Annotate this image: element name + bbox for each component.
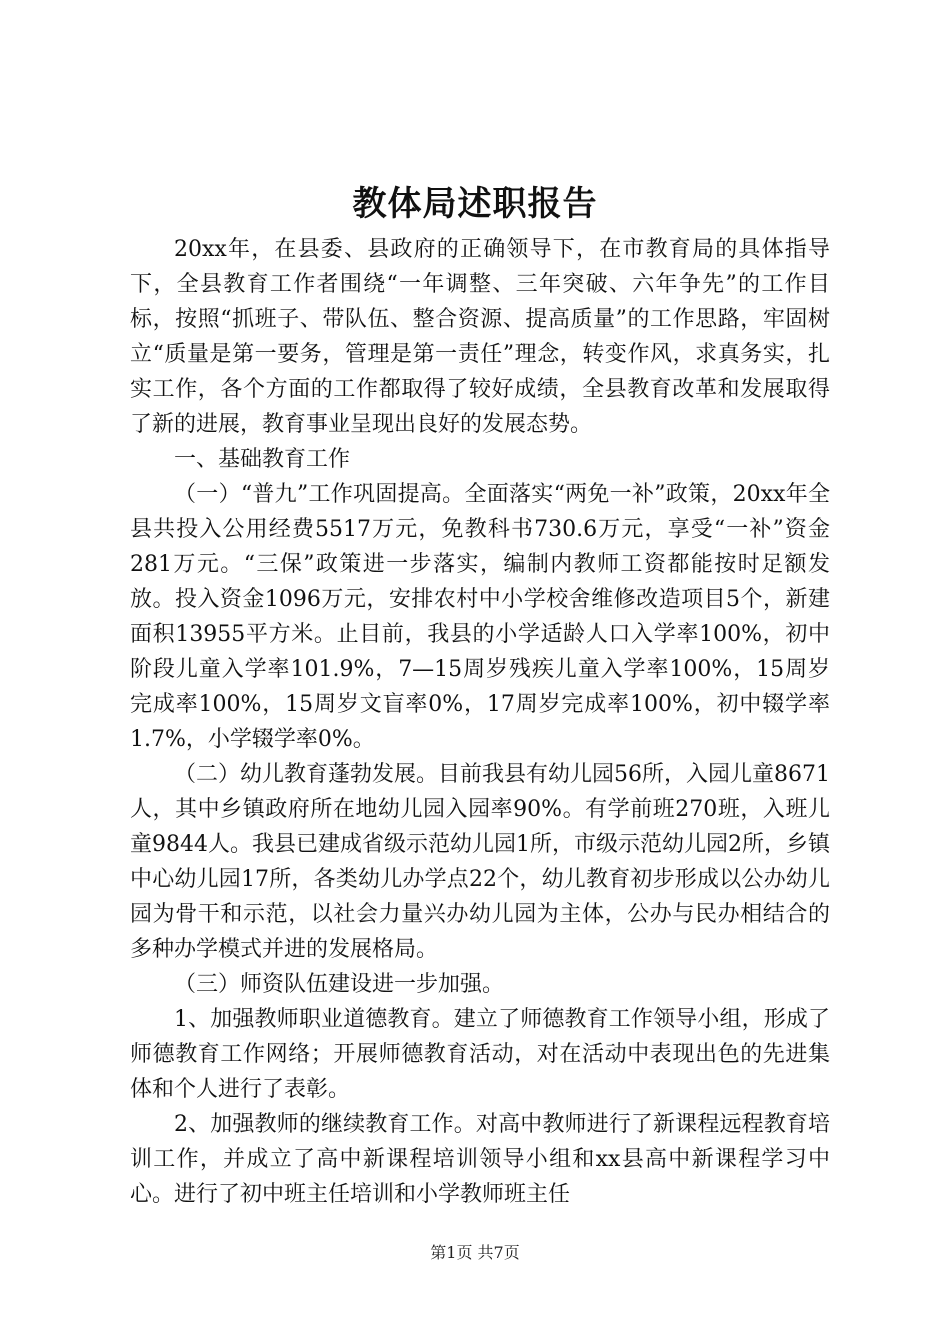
page-footer: 第1页 共7页	[430, 1243, 520, 1262]
paragraph-teacher-training: 2、加强教师的继续教育工作。对高中教师进行了新课程远程教育培训工作，并成立了高中新课程培训领导小组和xx县高中新课程学习中心。进行了初中班主任培训和小学教师班主任	[130, 1112, 830, 1207]
paragraph-teacher-team-heading: （三）师资队伍建设进一步加强。	[174, 972, 505, 997]
paragraph-teacher-ethics: 1、加强教师职业道德教育。建立了师德教育工作领导小组，形成了师德教育工作网络；开展师德教育活动，对在活动中表现出色的先进集体和个人进行了表彰。	[130, 1007, 830, 1102]
section-heading-basic-education: 一、基础教育工作	[174, 447, 351, 472]
paragraph-preschool-education: （二）幼儿教育蓬勃发展。目前我县有幼儿园56所，入园儿童8671人，其中乡镇政府所在地幼儿园入园率90%。有学前班270班，入班儿童9844人。我县已建成省级示范幼儿园1所，市级示范幼儿园2所，乡镇中心幼儿园17所，各类幼儿办学点22个，幼儿教育初步形成以公办幼儿园为骨干和示范，以社会力量兴办幼儿园为主体，公办与民办相结合的多种办学模式并进的发展格局。	[130, 762, 830, 962]
intro-paragraph: 20xx年，在县委、县政府的正确领导下，在市教育局的具体指导下，全县教育工作者围绕“一年调整、三年突破、六年争先”的工作目标，按照“抓班子、带队伍、整合资源、提高质量”的工作思路，牢固树立“质量是第一要务，管理是第一责任”理念，转变作风，求真务实，扎实工作，各个方面的工作都取得了较好成绩，全县教育改革和发展取得了新的进展，教育事业呈现出良好的发展态势。	[130, 237, 830, 437]
document-body	[130, 232, 830, 1212]
page-title: 教体局述职报告	[352, 184, 598, 224]
paragraph-compulsory-education: （一）“普九”工作巩固提高。全面落实“两免一补”政策，20xx年全县共投入公用经费5517万元，免教科书730.6万元，享受“一补”资金281万元。“三保”政策进一步落实，编制内教师工资都能按时足额发放。投入资金1096万元，安排农村中小学校舍维修改造项目5个，新建面积13955平方米。止目前，我县的小学适龄人口入学率100%，初中阶段儿童入学率101.9%，7—15周岁残疾儿童入学率100%，15周岁完成率100%，15周岁文盲率0%，17周岁完成率100%，初中辍学率1.7%，小学辍学率0%。	[130, 482, 830, 752]
